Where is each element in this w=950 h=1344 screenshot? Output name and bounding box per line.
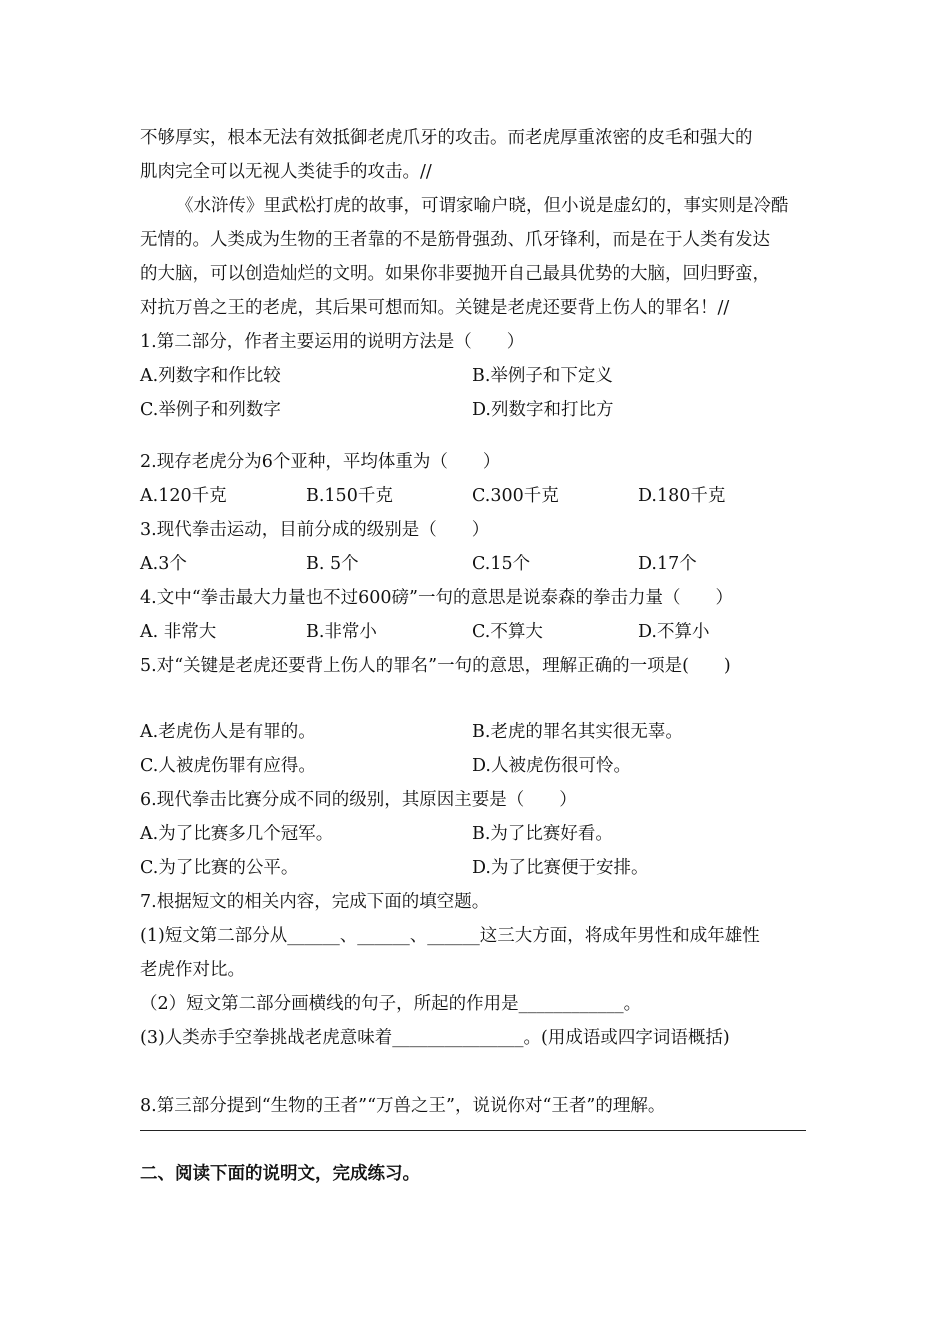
question-6-options [140,822,812,846]
option-a: A.120千克 [140,486,227,506]
option-c: C.人被虎伤罪有应得。 [140,756,316,776]
question-3-options [140,552,812,576]
passage-line: 对抗万兽之王的老虎，其后果可想而知。关键是老虎还要背上伤人的罪名！// [140,298,730,318]
question-8: 8.第三部分提到“生物的王者”“万兽之王”，说说你对“王者”的理解。 [140,1096,666,1116]
passage-line: 无情的。人类成为生物的王者靠的不是筋骨强劲、爪牙锋利，而是在于人类有发达 [140,230,770,250]
question-2-options [140,484,812,508]
option-b: B.老虎的罪名其实很无辜。 [472,722,683,742]
question-5-options [140,754,812,778]
question-5-options [140,720,812,744]
option-a: A.3个 [140,554,187,574]
option-a: A. 非常大 [140,622,217,642]
option-d: D.不算小 [638,622,710,642]
passage-line: 的大脑，可以创造灿烂的文明。如果你非要抛开自己最具优势的大脑，回归野蛮， [140,264,770,284]
option-d: D.180千克 [638,486,726,506]
question-1-options [140,398,812,422]
question-7-part-2: （2）短文第二部分画横线的句子，所起的作用是____________。 [140,994,642,1014]
option-b: B.150千克 [306,486,393,506]
question-1-options [140,364,812,388]
section-heading: 二、阅读下面的说明文，完成练习。 [140,1164,420,1184]
question-5: 5.对“关键是老虎还要背上伤人的罪名”一句的意思，理解正确的一项是( ) [140,656,731,676]
option-d: D.为了比赛便于安排。 [472,858,649,878]
option-a: A.列数字和作比较 [140,366,281,386]
option-d: D.17个 [638,554,697,574]
option-a: A.为了比赛多几个冠军。 [140,824,334,844]
option-c: C.为了比赛的公平。 [140,858,299,878]
passage-line: 《水浒传》里武松打虎的故事，可谓家喻户晓，但小说是虚幻的，事实则是冷酷 [176,196,789,216]
option-b: B.为了比赛好看。 [472,824,613,844]
option-a: A.老虎伤人是有罪的。 [140,722,316,742]
option-c: C.15个 [472,554,531,574]
option-d: D.人被虎伤很可怜。 [472,756,631,776]
question-6: 6.现代拳击比赛分成不同的级别，其原因主要是（ ） [140,790,577,810]
answer-line [140,1130,806,1131]
option-b: B.非常小 [306,622,377,642]
question-4: 4.文中“拳击最大力量也不过600磅”一句的意思是说泰森的拳击力量（ ） [140,588,733,608]
question-7-part-1: (1)短文第二部分从______、______、______这三大方面，将成年男性和成年雄性 [140,926,760,946]
option-c: C.300千克 [472,486,559,506]
option-c: C.不算大 [472,622,543,642]
question-1: 1.第二部分，作者主要运用的说明方法是（ ） [140,332,525,352]
question-3: 3.现代拳击运动，目前分成的级别是（ ） [140,520,490,540]
option-b: B.举例子和下定义 [472,366,613,386]
passage-line: 肌肉完全可以无视人类徒手的攻击。// [140,162,432,182]
passage-line: 不够厚实，根本无法有效抵御老虎爪牙的攻击。而老虎厚重浓密的皮毛和强大的 [140,128,753,148]
question-2: 2.现存老虎分为6个亚种，平均体重为（ ） [140,452,501,472]
question-6-options [140,856,812,880]
option-c: C.举例子和列数字 [140,400,281,420]
option-b: B. 5个 [306,554,359,574]
option-d: D.列数字和打比方 [472,400,614,420]
question-4-options [140,620,812,644]
question-7-part-1-cont: 老虎作对比。 [140,960,245,980]
question-7-part-3: (3)人类赤手空拳挑战老虎意味着_______________。(用成语或四字词语概括) [140,1028,730,1048]
question-7: 7.根据短文的相关内容，完成下面的填空题。 [140,892,490,912]
